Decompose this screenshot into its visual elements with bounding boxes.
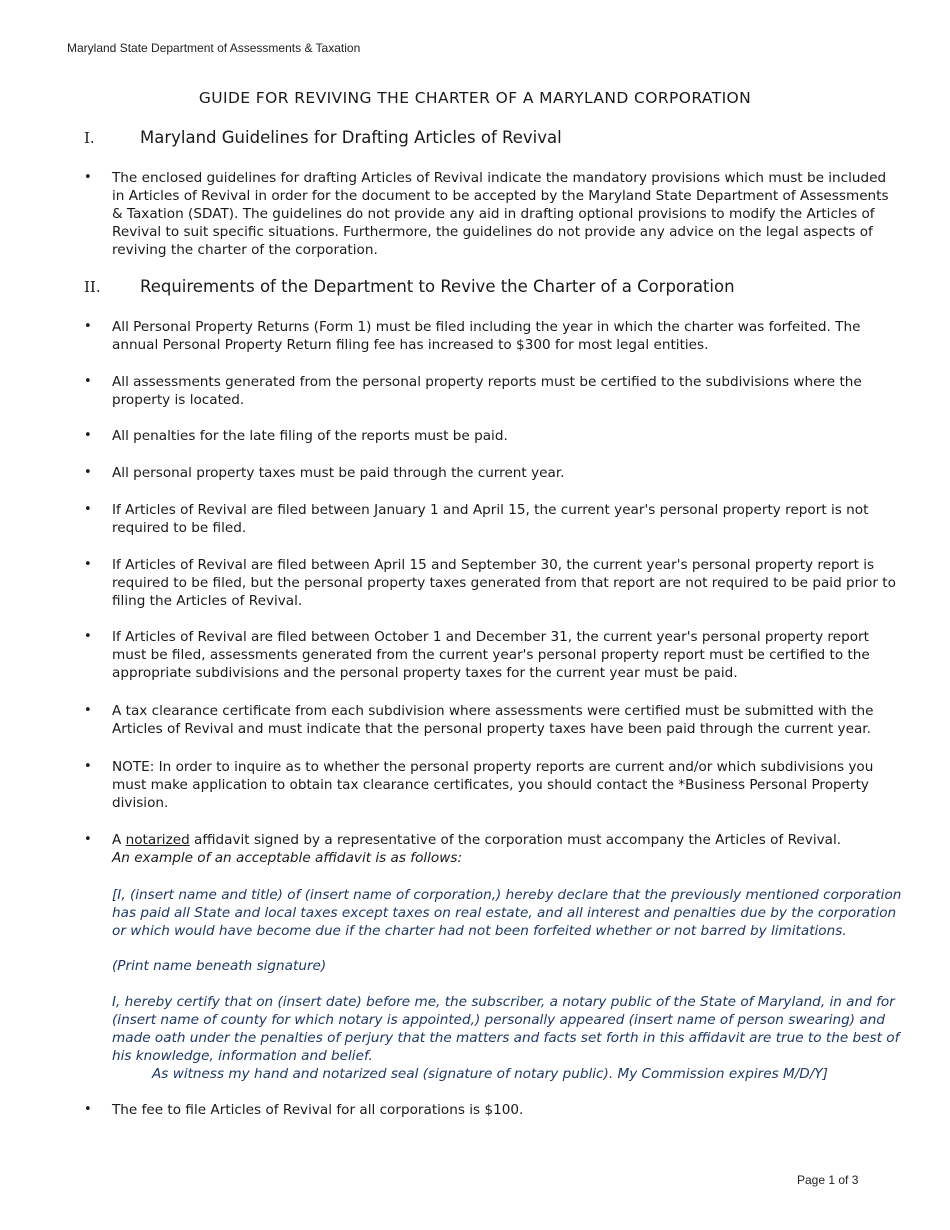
list-item-text: The fee to file Articles of Revival for all corporations is $100. xyxy=(112,1102,524,1118)
affidavit-witness xyxy=(112,1065,902,1083)
affidavit-example-intro: An example of an acceptable affidavit is as follows: xyxy=(112,850,463,866)
list-item-affidavit xyxy=(84,831,896,867)
section-heading-2 xyxy=(84,277,735,296)
affidavit-witness-text: As witness my hand and notarized seal (signature of notary public). My Commission expires M/D/Y] xyxy=(152,1066,828,1082)
list-item-text: If Articles of Revival are filed between January 1 and April 15, the current year's personal property report is not required to be filed. xyxy=(112,502,869,536)
bullet-icon: • xyxy=(84,629,92,644)
list-item-text: The enclosed guidelines for drafting Articles of Revival indicate the mandatory provisions which must be included in Articles of Revival in order for the document to be accepted by the Maryland State Department of Assessments & Taxation (SDAT). The guidelines do not provide any aid in drafting optional provisions to modify the Articles of Revival to suit specific situations. Furthermore, the guidelines do not provide any advice on the legal aspects of reviving the charter of the corporation. xyxy=(112,170,889,258)
list-item-text: If Articles of Revival are filed between October 1 and December 31, the current year's personal property report must be filed, assessments generated from the current year's personal property report must be certified to the appropriate subdivisions and the personal property taxes for the current year must be paid. xyxy=(112,629,870,681)
bullet-icon: • xyxy=(84,374,92,389)
affidavit-print-name: (Print name beneath signature) xyxy=(112,958,327,974)
section-heading-text: Maryland Guidelines for Drafting Articles of Revival xyxy=(140,128,562,147)
affidavit-prefix: A xyxy=(112,832,126,848)
bullet-icon: • xyxy=(84,502,92,517)
list-item-text: If Articles of Revival are filed between April 15 and September 30, the current year's personal property report is required to be filed, but the personal property taxes generated from that report are not required to be paid prior to filing the Articles of Revival. xyxy=(112,557,896,609)
list-item xyxy=(84,556,896,610)
notarized-underlined: notarized xyxy=(125,832,190,848)
section-heading-text: Requirements of the Department to Revive the Charter of a Corporation xyxy=(140,277,735,296)
bullet-icon: • xyxy=(84,703,92,718)
bullet-icon: • xyxy=(84,465,92,480)
list-item xyxy=(84,318,896,354)
bullet-icon: • xyxy=(84,832,92,847)
list-item-text: All assessments generated from the personal property reports must be certified to the subdivisions where the property is located. xyxy=(112,374,862,408)
list-item-text: All Personal Property Returns (Form 1) must be filed including the year in which the charter was forfeited. The annual Personal Property Return filing fee has increased to $300 for most legal entities. xyxy=(112,319,861,353)
bullet-icon: • xyxy=(84,557,92,572)
bullet-icon: • xyxy=(84,759,92,774)
list-item xyxy=(84,758,896,812)
bullet-icon: • xyxy=(84,1102,92,1117)
list-item-text: A tax clearance certificate from each subdivision where assessments were certified must be submitted with the Articles of Revival and must indicate that the personal property taxes have been paid through the current year. xyxy=(112,703,874,737)
document-title: GUIDE FOR REVIVING THE CHARTER OF A MARYLAND CORPORATION xyxy=(198,89,752,107)
list-item xyxy=(84,169,896,259)
list-item-text: NOTE: In order to inquire as to whether the personal property reports are current and/or which subdivisions you must make application to obtain tax clearance certificates, you should contact the *Business Personal Property division. xyxy=(112,759,874,811)
affidavit-suffix: affidavit signed by a representative of the corporation must accompany the Articles of Revival. xyxy=(189,832,842,848)
section-number: I. xyxy=(84,129,95,147)
header-organization: Maryland State Department of Assessments & Taxation xyxy=(67,41,361,55)
list-item xyxy=(84,427,896,445)
bullet-icon: • xyxy=(84,319,92,334)
list-item-text: All personal property taxes must be paid through the current year. xyxy=(112,465,565,481)
list-item xyxy=(84,628,896,682)
bullet-icon: • xyxy=(84,170,92,185)
list-item xyxy=(84,373,896,409)
list-item xyxy=(84,1101,896,1119)
list-item xyxy=(84,702,896,738)
list-item-text xyxy=(112,831,896,849)
bullet-icon: • xyxy=(84,428,92,443)
page-number: Page 1 of 3 xyxy=(797,1173,859,1187)
section-number: II. xyxy=(84,278,101,296)
list-item xyxy=(84,501,896,537)
affidavit-certification: I, hereby certify that on (insert date) before me, the subscriber, a notary public of the State of Maryland, in and for (insert name of county for which notary is appointed,) personally appeared (insert name of person swearing) and made oath under the penalties of perjury that the matters and facts set forth in this affidavit are true to the best of his knowledge, information and belief. xyxy=(112,994,900,1064)
section-heading-1 xyxy=(84,128,562,147)
list-item xyxy=(84,464,896,482)
list-item-text: All penalties for the late filing of the reports must be paid. xyxy=(112,428,508,444)
affidavit-declaration: [I, (insert name and title) of (insert name of corporation,) hereby declare that the previously mentioned corporation has paid all State and local taxes except taxes on real estate, and all interest and penalties due by the corporation or which would have become due if the charter had not been forfeited whether or not barred by limitations. xyxy=(112,887,902,939)
